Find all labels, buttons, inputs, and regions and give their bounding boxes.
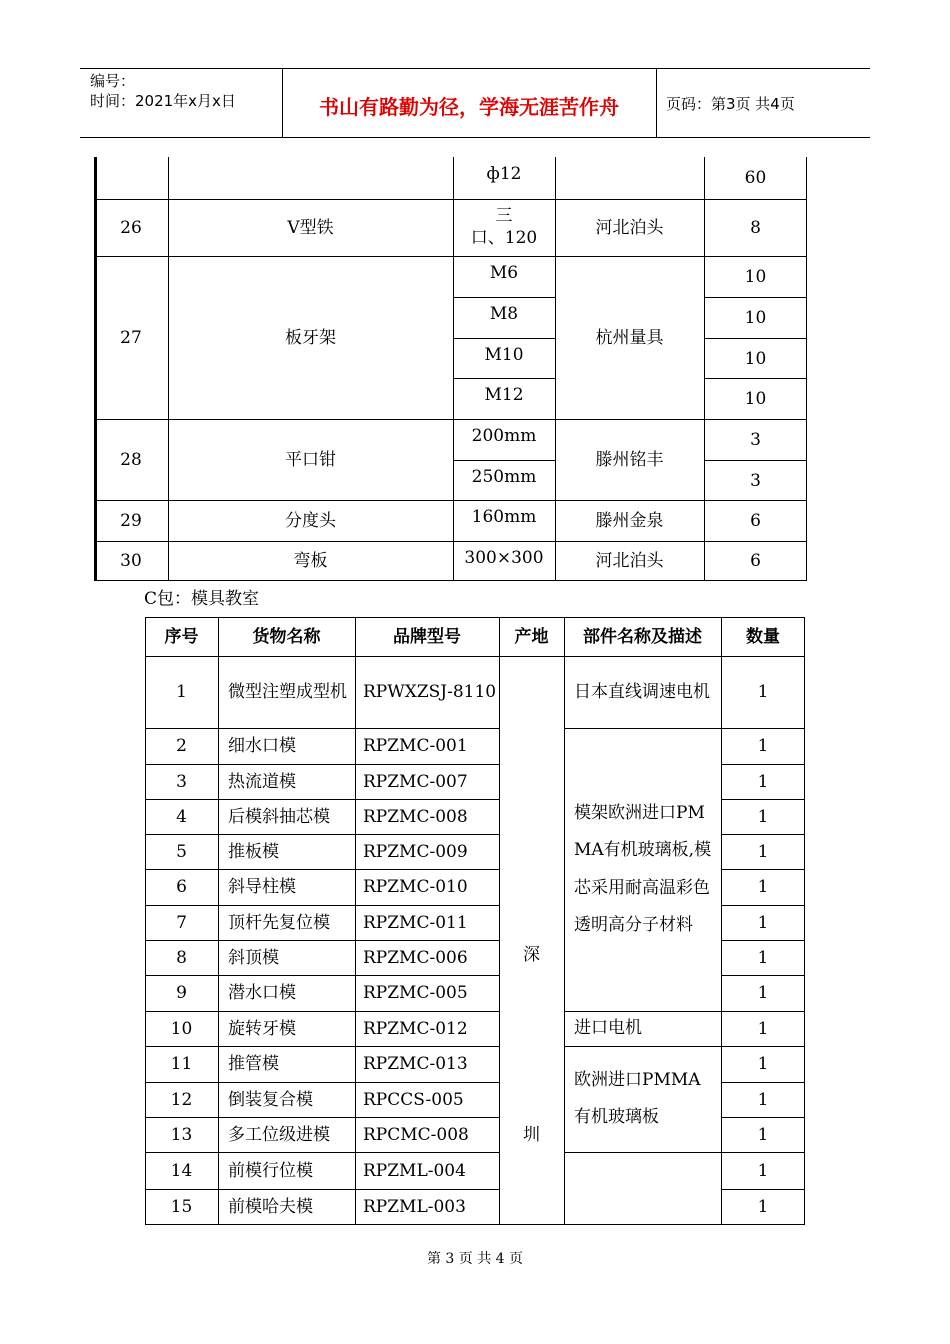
section-label: C包：模具教室	[144, 589, 260, 609]
item-name: 多工位级进模	[228, 1124, 330, 1145]
item-name: 平口钳	[285, 449, 336, 470]
item-model: RPZMC-008	[363, 806, 468, 827]
item-name: 板牙架	[285, 327, 336, 348]
item-name: 推管模	[228, 1054, 279, 1074]
item-quantity: 8	[750, 217, 761, 238]
row-number: 9	[176, 983, 187, 1003]
page-info: 页码：第3页 共4页	[666, 95, 795, 113]
item-origin: 滕州金泉	[595, 510, 664, 531]
item-quantity: 6	[750, 510, 761, 531]
item-model: RPCCS-005	[363, 1089, 464, 1110]
item-spec: 300×300	[464, 548, 544, 568]
item-quantity: 1	[757, 1018, 769, 1039]
page-header	[80, 68, 870, 138]
item-name: 微型注塑成型机	[228, 682, 347, 702]
item-spec: 160mm	[471, 507, 537, 527]
item-name: 后模斜抽芯模	[228, 806, 330, 827]
header-meta	[90, 71, 236, 111]
column-header: 货物名称	[252, 626, 321, 647]
row-number: 12	[170, 1089, 193, 1110]
item-model: RPZMC-007	[363, 771, 468, 792]
row-number: 27	[120, 327, 142, 348]
row-number: 5	[176, 841, 187, 862]
item-origin	[555, 157, 704, 199]
item-model: RPWXZSJ-8110	[363, 682, 497, 702]
item-origin: 河北泊头	[595, 217, 664, 238]
item-quantity: 1	[757, 771, 769, 792]
row-number: 11	[170, 1054, 193, 1074]
item-model: RPZMC-001	[363, 736, 468, 756]
column-header: 数量	[746, 626, 780, 647]
item-model: RPCMC-008	[363, 1124, 469, 1145]
item-quantity: 1	[757, 947, 769, 968]
item-name: 推板模	[228, 841, 279, 862]
item-model: RPZMC-009	[363, 841, 468, 862]
item-name	[168, 157, 453, 199]
column-header: 部件名称及描述	[583, 626, 702, 647]
header-divider	[656, 69, 657, 137]
item-spec: M8	[489, 304, 519, 324]
item-quantity: 10	[744, 266, 767, 287]
row-number: 2	[176, 736, 187, 756]
row-number: 8	[176, 947, 187, 968]
row-number: 7	[176, 912, 187, 933]
row-number: 4	[176, 806, 187, 827]
part-description	[564, 1152, 721, 1225]
row-number: 30	[120, 551, 142, 571]
item-quantity: 1	[757, 1197, 769, 1217]
item-name: 热流道模	[228, 771, 296, 792]
item-model: RPZMC-006	[363, 947, 468, 968]
item-quantity: 1	[757, 983, 769, 1003]
item-model: RPZMC-011	[363, 912, 468, 933]
item-name: 弯板	[293, 551, 328, 571]
column-header: 序号	[164, 626, 199, 647]
motto: 书山有路勤为径，学海无涯苦作舟	[319, 95, 619, 119]
item-quantity: 1	[757, 841, 769, 862]
part-description: 欧洲进口PMMA有机玻璃板	[574, 1069, 701, 1127]
number-label: 编号：	[90, 72, 136, 90]
row-number: 13	[170, 1124, 193, 1145]
item-quantity: 3	[750, 429, 761, 450]
row-number: 14	[170, 1160, 193, 1181]
item-quantity: 1	[757, 1160, 769, 1181]
item-name: 顶杆先复位模	[228, 912, 330, 933]
row-number: 26	[120, 217, 142, 238]
origin-char: 圳	[523, 1125, 540, 1145]
item-quantity: 1	[757, 682, 769, 702]
item-spec: M12	[484, 385, 524, 405]
equipment-table	[94, 157, 807, 581]
item-spec: 250mm	[471, 467, 537, 487]
item-model: RPZMC-010	[363, 877, 468, 897]
item-name: 前模行位模	[228, 1160, 313, 1181]
item-name: 细水口模	[228, 736, 296, 756]
item-name: 斜导柱模	[228, 877, 296, 897]
item-spec: M10	[484, 345, 524, 365]
column-header: 品牌型号	[393, 626, 461, 647]
item-origin: 河北泊头	[595, 551, 664, 571]
row-number: 28	[120, 449, 142, 470]
item-name: V型铁	[287, 217, 334, 238]
item-quantity: 1	[757, 1089, 769, 1110]
row-number: 6	[176, 877, 187, 897]
item-model: RPZMC-013	[363, 1054, 468, 1074]
column-header: 产地	[514, 626, 549, 647]
row-number	[94, 157, 168, 199]
page-footer: 第 3 页 共 4 页	[426, 1251, 524, 1267]
item-name: 分度头	[285, 510, 336, 531]
row-number: 29	[120, 510, 142, 531]
item-name: 旋转牙模	[228, 1018, 296, 1039]
item-spec: ф12	[486, 164, 522, 184]
part-description: 模架欧洲进口PMMA有机玻璃板,模芯采用耐高温彩色透明高分子材料	[574, 802, 712, 935]
item-origin: 杭州量具	[595, 327, 664, 348]
mold-table	[145, 617, 805, 1225]
item-model: RPZML-004	[363, 1160, 466, 1181]
item-name: 斜顶模	[228, 947, 279, 968]
item-quantity: 1	[757, 877, 769, 897]
item-quantity: 10	[744, 348, 767, 369]
item-model: RPZML-003	[363, 1197, 466, 1217]
item-spec: M6	[489, 263, 519, 283]
item-name: 倒装复合模	[228, 1089, 313, 1110]
item-quantity: 10	[744, 307, 767, 328]
item-name: 潜水口模	[228, 983, 296, 1003]
item-name: 前模哈夫模	[228, 1197, 313, 1217]
item-origin: 滕州铭丰	[595, 449, 664, 470]
item-quantity: 1	[757, 736, 769, 756]
item-model: RPZMC-012	[363, 1018, 468, 1039]
item-quantity: 1	[757, 806, 769, 827]
row-number: 3	[176, 771, 187, 792]
item-quantity: 60	[744, 168, 767, 188]
row-number: 10	[170, 1018, 193, 1039]
time-label: 时间：2021年x月x日	[90, 92, 236, 110]
item-quantity: 1	[757, 912, 769, 933]
item-model: RPZMC-005	[363, 983, 468, 1003]
item-spec: 200mm	[471, 426, 537, 446]
item-quantity: 3	[750, 470, 761, 491]
origin-char: 深	[523, 945, 540, 965]
item-spec: 三 口、120	[470, 206, 538, 248]
item-quantity: 10	[744, 388, 767, 409]
item-quantity: 1	[757, 1124, 769, 1145]
item-quantity: 6	[750, 551, 761, 571]
row-number: 15	[170, 1197, 193, 1217]
part-description: 日本直线调速电机	[574, 682, 710, 702]
item-quantity: 1	[757, 1054, 769, 1074]
row-number: 1	[176, 682, 187, 702]
part-description: 进口电机	[574, 1017, 642, 1038]
